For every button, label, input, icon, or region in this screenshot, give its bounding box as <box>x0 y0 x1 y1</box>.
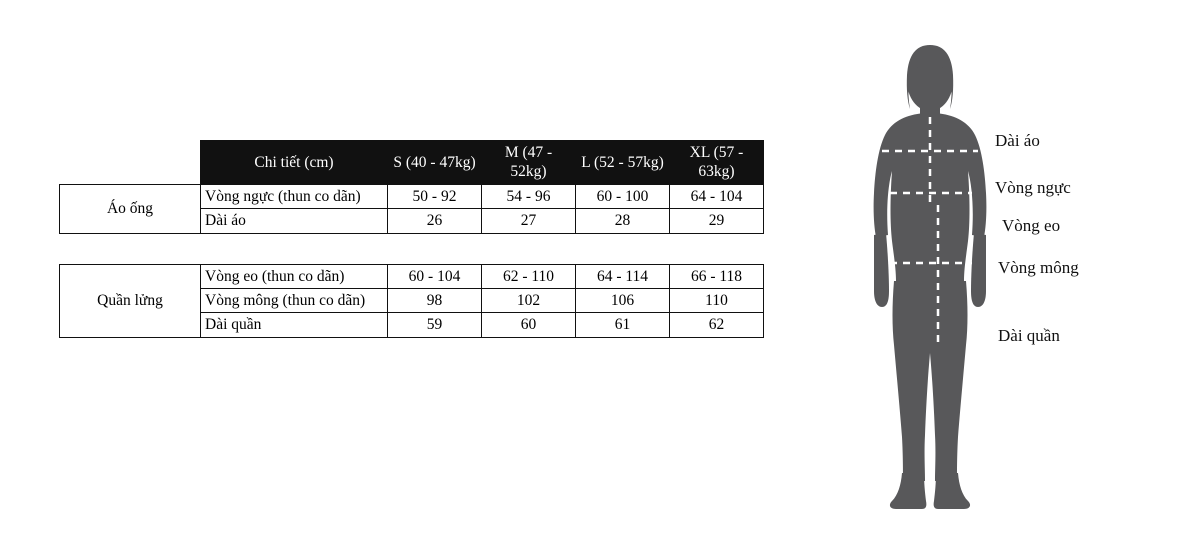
size-table-bottom <box>59 264 764 338</box>
table-row <box>60 264 764 288</box>
cell-value: 62 - 110 <box>482 264 576 288</box>
female-silhouette-icon <box>820 45 1160 525</box>
cell-value: 60 <box>482 313 576 337</box>
header-size-xl: XL (57 - 63kg) <box>670 141 764 185</box>
header-size-s: S (40 - 47kg) <box>388 141 482 185</box>
header-detail: Chi tiết (cm) <box>201 141 388 185</box>
cell-value: 110 <box>670 288 764 312</box>
group-label-quan-lung: Quần lửng <box>60 264 201 337</box>
header-blank <box>60 141 201 185</box>
table-spacer <box>59 234 764 264</box>
measurement-figure <box>820 45 1160 525</box>
header-size-l: L (52 - 57kg) <box>576 141 670 185</box>
cell-value: 27 <box>482 209 576 233</box>
label-vong-mong: Vòng mông <box>998 258 1079 277</box>
row-label-vong-eo: Vòng eo (thun co dãn) <box>201 264 388 288</box>
row-label-dai-quan: Dài quần <box>201 313 388 337</box>
label-dai-quan: Dài quần <box>998 326 1060 345</box>
cell-value: 59 <box>388 313 482 337</box>
cell-value: 54 - 96 <box>482 184 576 208</box>
cell-value: 29 <box>670 209 764 233</box>
cell-value: 64 - 104 <box>670 184 764 208</box>
cell-value: 50 - 92 <box>388 184 482 208</box>
table-header-row <box>60 141 764 185</box>
cell-value: 66 - 118 <box>670 264 764 288</box>
size-table-top <box>59 140 764 234</box>
label-vong-nguc: Vòng ngực <box>995 178 1071 197</box>
cell-value: 28 <box>576 209 670 233</box>
cell-value: 62 <box>670 313 764 337</box>
cell-value: 102 <box>482 288 576 312</box>
row-label-vong-mong: Vòng mông (thun co dãn) <box>201 288 388 312</box>
size-chart <box>59 140 764 338</box>
label-dai-ao: Dài áo <box>995 131 1040 150</box>
cell-value: 64 - 114 <box>576 264 670 288</box>
cell-value: 61 <box>576 313 670 337</box>
cell-value: 106 <box>576 288 670 312</box>
group-label-ao-ong: Áo ống <box>60 184 201 233</box>
row-label-dai-ao: Dài áo <box>201 209 388 233</box>
cell-value: 60 - 100 <box>576 184 670 208</box>
row-label-vong-nguc: Vòng ngực (thun co dãn) <box>201 184 388 208</box>
label-vong-eo: Vòng eo <box>1002 216 1061 235</box>
cell-value: 26 <box>388 209 482 233</box>
header-size-m: M (47 - 52kg) <box>482 141 576 185</box>
table-row <box>60 184 764 208</box>
cell-value: 60 - 104 <box>388 264 482 288</box>
cell-value: 98 <box>388 288 482 312</box>
